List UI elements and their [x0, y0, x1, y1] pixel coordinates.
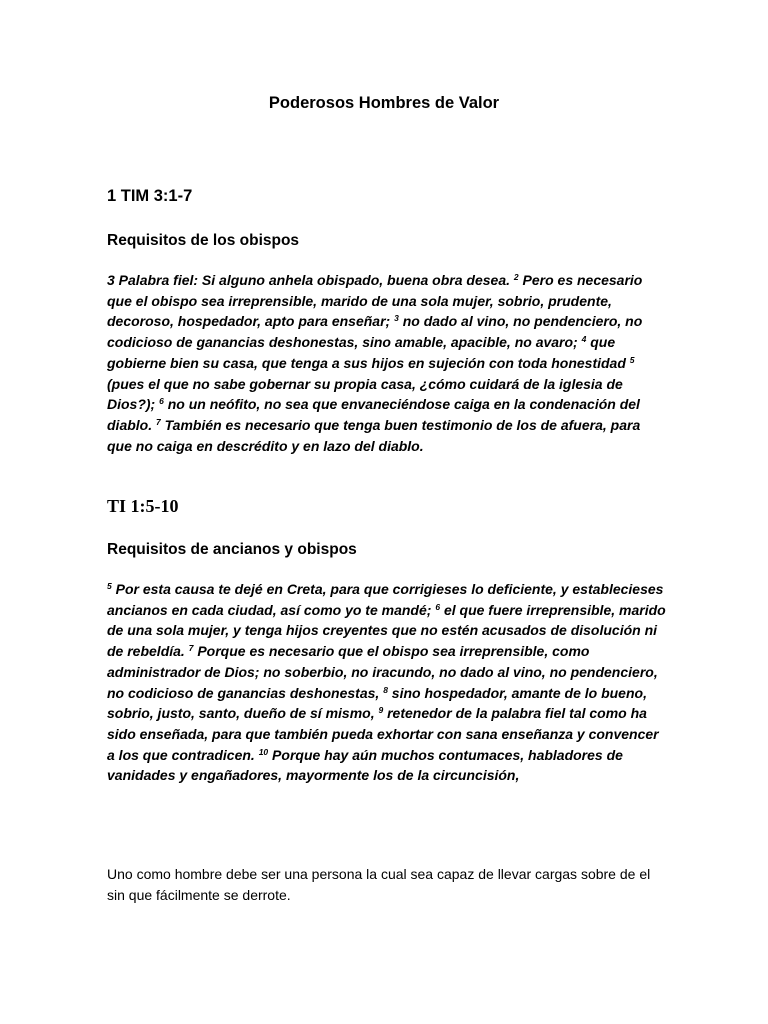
section1-subtitle: Requisitos de los obispos	[107, 232, 300, 249]
verse-number: 6	[435, 601, 441, 612]
verse-number: 5	[107, 581, 112, 591]
verse-number: 7	[156, 416, 161, 427]
verse-number: 10	[258, 746, 269, 757]
verse-number: 4	[581, 334, 587, 345]
verse-number: 9	[378, 705, 384, 716]
verse-text: Pero es necesario que el obispo sea irreprensible, marido de una sola mujer, sobrio, prudente, decoroso, hospedador, apto para enseñar;	[107, 272, 643, 330]
verse-number: 8	[383, 684, 388, 695]
verse-text: (pues el que no sabe gobernar su propia casa, ¿cómo cuidará de la iglesia de Dios?);	[107, 375, 623, 413]
verse-number: 2	[513, 272, 519, 282]
verse-text: no un neófito, no sea que envaneciéndose caiga en la condenación del diablo.	[107, 396, 640, 433]
verse-text: que gobierne bien su casa, que tenga a sus hijos en sujeción con toda honestidad	[107, 334, 630, 371]
verse-number: 5	[629, 354, 635, 365]
verse-text: sino hospedador, amante de lo bueno, sobrio, justo, santo, dueño de sí mismo,	[107, 684, 647, 722]
section1-passage	[107, 270, 667, 456]
verse-text: También es necesario que tenga buen testimonio de los de afuera, para que no caiga en descrédito y en lazo del diablo.	[107, 416, 641, 454]
verse-text: el que fuere irreprensible, marido de una sola mujer, y tenga hijos creyentes que no estén acusados de disolución ni de rebeldía.	[107, 601, 666, 660]
document-title: Poderosos Hombres de Valor	[268, 94, 500, 112]
verse-text: retenedor de la palabra fiel tal como ha sido enseñada, para que también pueda exhortar con sana enseñanza y convencer a los que contradicen.	[107, 705, 659, 763]
section2-passage	[107, 579, 667, 786]
verse-text: no dado al vino, no pendenciero, no codicioso de ganancias deshonestas, sino amable, apacible, no avaro;	[107, 313, 643, 351]
verse-number: 7	[188, 643, 194, 654]
verse-text: 3 Palabra fiel: Si alguno anhela obispado, buena obra desea.	[107, 272, 514, 288]
verse-number: 6	[159, 396, 164, 407]
section1-reference: 1 TIM 3:1-7	[107, 187, 193, 205]
verse-text: Porque hay aún muchos contumaces, habladores de vanidades y engañadores, mayormente los de la circuncisión,	[107, 746, 623, 784]
closing-note: Uno como hombre debe ser una persona la cual sea capaz de llevar cargas sobre de el sin que fácilmente se derrote.	[107, 866, 651, 903]
verse-number: 3	[394, 313, 399, 324]
section2-reference: TI 1:5-10	[107, 496, 179, 516]
verse-text: Porque es necesario que el obispo sea irreprensible, como administrador de Dios; no soberbio, no iracundo, no dado al vino, no pendenciero, no codicioso de ganancias deshonestas,	[107, 643, 658, 701]
verse-text: Por esta causa te dejé en Creta, para que corrigieses lo deficiente, y establecieses ancianos en cada ciudad, así como yo te mandé;	[107, 581, 664, 618]
section2-subtitle: Requisitos de ancianos y obispos	[107, 541, 357, 558]
